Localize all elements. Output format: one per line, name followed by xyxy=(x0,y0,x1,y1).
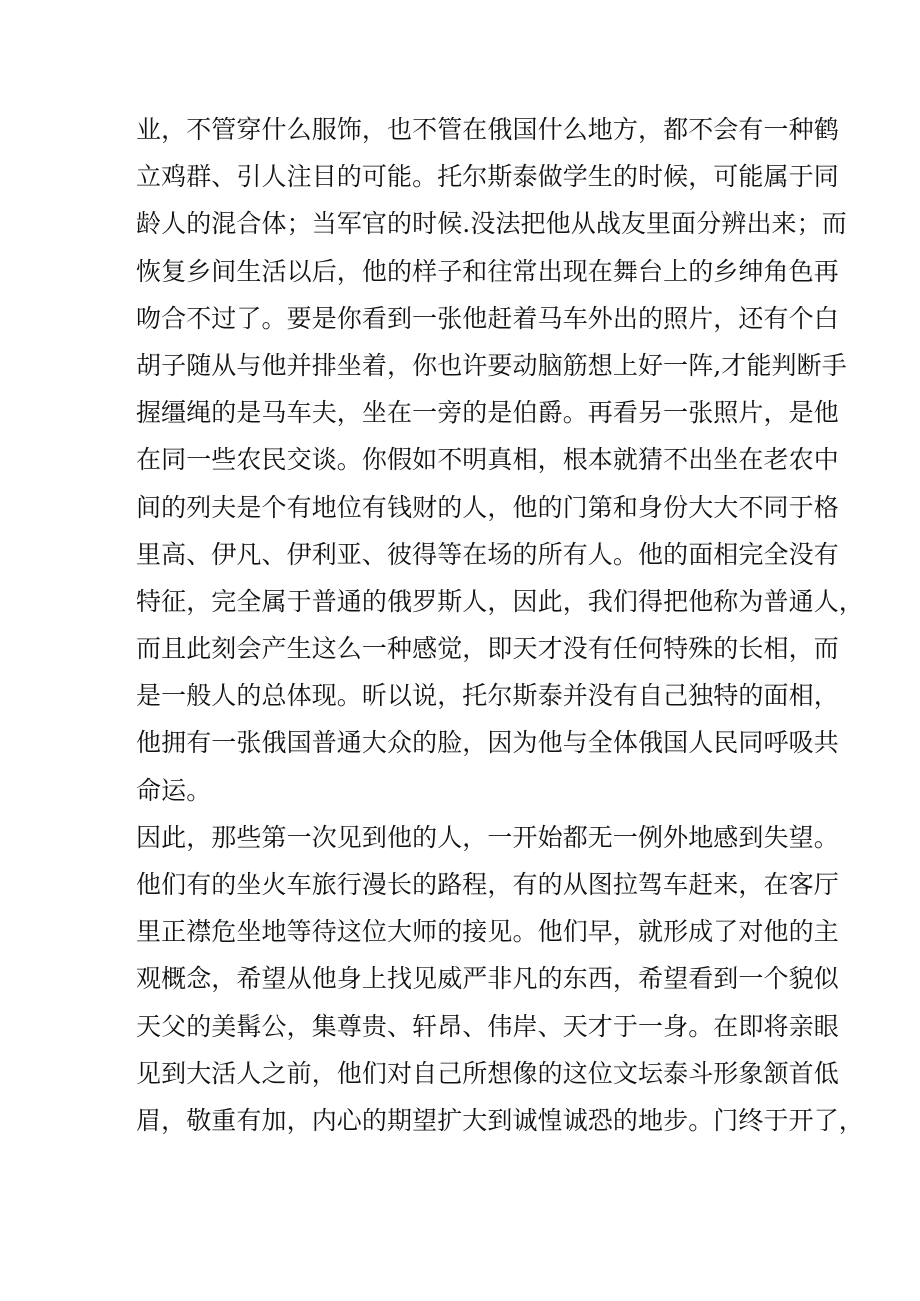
text-line: 恢复乡间生活以后，他的样子和往常出现在舞台上的乡绅角色再 xyxy=(136,256,839,286)
text-line: 眉，敬重有加，内心的期望扩大到诚惶诚恐的地步。门终于开了， xyxy=(136,1105,864,1135)
text-line: 天父的美髯公，集尊贵、轩昂、伟岸、天才于一身。在即将亲眼 xyxy=(136,1011,839,1041)
text-line: 业，不管穿什么服饰，也不管在俄国什么地方，都不会有一种鹤 xyxy=(136,115,839,144)
text-line: 在同一些农民交谈。你假如不明真相，根本就猜不出坐在老农中 xyxy=(136,445,839,475)
text-line: 吻合不过了。要是你看到一张他赶着马车外出的照片，还有个白 xyxy=(136,303,839,333)
text-line: 立鸡群、引人注目的可能。托尔斯泰做学生的时候，可能属于同 xyxy=(136,162,839,192)
text-line: 因此，那些第一次见到他的人，一开始都无一例外地感到失望。 xyxy=(136,822,839,852)
text-line: 他们有的坐火车旅行漫长的路程，有的从图拉驾车赶来，在客厅 xyxy=(136,870,839,899)
text-line: 见到大活人之前，他们对自己所想像的这位文坛泰斗形象颔首低 xyxy=(136,1058,839,1088)
text-line: 间的列夫是个有地位有钱财的人，他的门第和身份大大不同于格 xyxy=(136,492,839,522)
body-text xyxy=(136,106,864,1144)
text-line: 命运。 xyxy=(136,775,212,805)
text-line: 里高、伊凡、伊利亚、彼得等在场的所有人。他的面相完全没有 xyxy=(136,539,839,569)
text-line: 他拥有一张俄国普通大众的脸，因为他与全体俄国人民同呼吸共 xyxy=(136,728,839,758)
text-line: 里正襟危坐地等待这位大师的接见。他们早，就形成了对他的主 xyxy=(136,917,839,947)
text-line: 龄人的混合体；当军官的时候.没法把他从战友里面分辨出来；而 xyxy=(136,209,847,239)
text-line: 而且此刻会产生这么一种感觉，即天才没有任何特殊的长相，而 xyxy=(136,634,839,664)
text-line: 胡子随从与他并排坐着，你也许要动脑筋想上好一阵,才能判断手 xyxy=(136,350,847,380)
text-line: 特征，完全属于普通的俄罗斯人，因此，我们得把他称为普通人， xyxy=(136,586,864,616)
text-line: 握缰绳的是马车夫，坐在一旁的是伯爵。再看另一张照片，是他 xyxy=(136,398,839,428)
text-line: 观概念，希望从他身上找见威严非凡的东西，希望看到一个貌似 xyxy=(136,964,839,994)
text-line: 是一般人的总体现。昕以说，托尔斯泰并没有自己独特的面相， xyxy=(136,681,839,711)
